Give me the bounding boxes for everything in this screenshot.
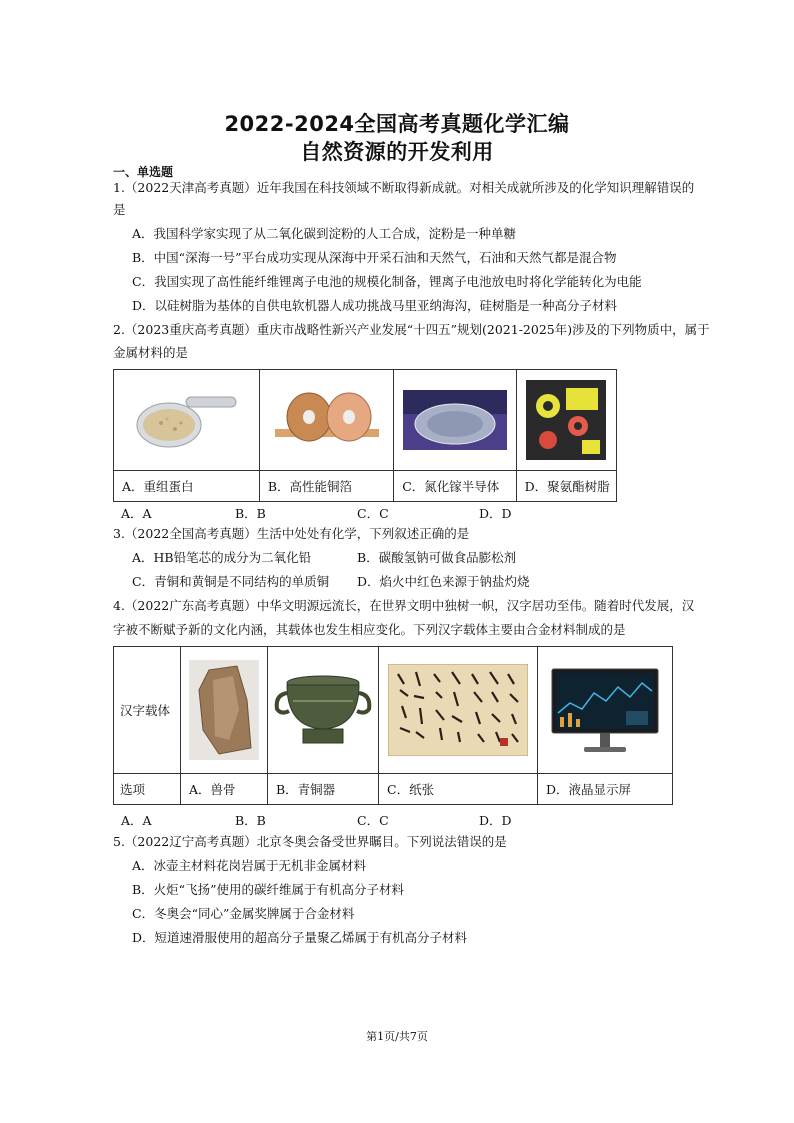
protein-scoop-image [131, 385, 241, 455]
q4-row2-label: 选项 [114, 774, 181, 805]
page-title: 2022-2024全国高考真题化学汇编 [224, 112, 570, 136]
q4-choice-a: A．A [121, 813, 152, 828]
q2-choice-c: C．C [357, 506, 389, 521]
q2-image-protein [114, 370, 260, 471]
q1-option-a: A．我国科学家实现了从二氧化碳到淀粉的人工合成，淀粉是一种单糖 [132, 226, 517, 241]
q3-stem: 3.（2022全国高考真题）生活中处处有化学，下列叙述正确的是 [113, 526, 470, 541]
calligraphy-paper-image [388, 664, 528, 756]
q2-stem-line2: 金属材料的是 [113, 345, 189, 360]
q2-image-table [113, 369, 617, 502]
q4-stem-line1: 4.（2022广东高考真题）中华文明源远流长，在世界文明中独树一帜，汉字居功至伟。随着时代发展，汉 [113, 598, 695, 613]
q1-option-c: C．我国实现了高性能纤维锂离子电池的规模化制备，锂离子电池放电时将化学能转化为电能 [132, 274, 642, 289]
q5-option-c: C．冬奥会“同心”金属奖牌属于合金材料 [132, 906, 355, 921]
q3-option-b: B．碳酸氢钠可做食品膨松剂 [357, 550, 517, 565]
q2-choice-a: A．A [121, 506, 152, 521]
q4-caption-a: A．兽骨 [181, 774, 268, 805]
q4-image-paper [379, 647, 538, 774]
q2-caption-d: D．聚氨酯树脂 [516, 471, 616, 502]
q4-stem-line2: 字被不断赋予新的文化内涵，其载体也发生相应变化。下列汉字载体主要由合金材料制成的是 [113, 622, 626, 637]
pu-resin-image [526, 380, 606, 460]
q2-image-pu-resin [516, 370, 616, 471]
q5-option-d: D．短道速滑服使用的超高分子量聚乙烯属于有机高分子材料 [132, 930, 468, 945]
q2-choice-b: B．B [235, 506, 266, 521]
q1-option-d: D．以硅树脂为基体的自供电软机器人成功挑战马里亚纳海沟，硅树脂是一种高分子材料 [132, 298, 618, 313]
q4-caption-d: D．液晶显示屏 [538, 774, 673, 805]
page-number: 第1页/共7页 [366, 1030, 428, 1043]
oracle-bone-image [189, 660, 259, 760]
q4-image-lcd [538, 647, 673, 774]
q1-option-b: B．中国“深海一号”平台成功实现从深海中开采石油和天然气，石油和天然气都是混合物 [132, 250, 617, 265]
q4-choice-c: C．C [357, 813, 389, 828]
copper-foil-image [269, 385, 385, 455]
q3-option-c: C．青铜和黄铜是不同结构的单质铜 [132, 574, 330, 589]
gan-wafer-image [403, 390, 507, 450]
q3-option-a: A．HB铅笔芯的成分为二氧化铅 [132, 550, 312, 565]
q4-row1-label: 汉字载体 [114, 647, 181, 774]
q2-stem-line1: 2.（2023重庆高考真题）重庆市战略性新兴产业发展“十四五”规划(2021-2025年)涉及的下列物质中，属于 [113, 322, 710, 337]
q2-caption-c: C．氮化镓半导体 [394, 471, 516, 502]
q5-stem: 5.（2022辽宁高考真题）北京冬奥会备受世界瞩目。下列说法错误的是 [113, 834, 507, 849]
q3-option-d: D．焰火中红色来源于钠盐灼烧 [357, 574, 530, 589]
lcd-monitor-image [546, 663, 664, 757]
q1-stem-line1: 1.（2022天津高考真题）近年我国在科技领域不断取得新成就。对相关成就所涉及的化学知识理解错误的 [113, 180, 695, 195]
q4-choice-b: B．B [235, 813, 266, 828]
q4-choice-d: D．D [479, 813, 512, 828]
q2-image-copper-foil [259, 370, 393, 471]
q2-choice-d: D．D [479, 506, 512, 521]
bronze-vessel-image [273, 665, 373, 755]
page-subtitle: 自然资源的开发利用 [300, 140, 494, 164]
q2-caption-a: A．重组蛋白 [114, 471, 260, 502]
q4-image-bone [181, 647, 268, 774]
q1-stem-line2: 是 [113, 202, 126, 217]
q5-option-b: B．火炬“飞扬”使用的碳纤维属于有机高分子材料 [132, 882, 404, 897]
section-heading: 一、单选题 [113, 165, 174, 179]
q2-image-gan [394, 370, 516, 471]
q5-option-a: A．冰壶主材料花岗岩属于无机非金属材料 [132, 858, 367, 873]
q4-image-table [113, 646, 673, 805]
q4-image-bronze [268, 647, 379, 774]
q2-caption-b: B．高性能铜箔 [259, 471, 393, 502]
q4-caption-c: C．纸张 [379, 774, 538, 805]
q4-caption-b: B．青铜器 [268, 774, 379, 805]
